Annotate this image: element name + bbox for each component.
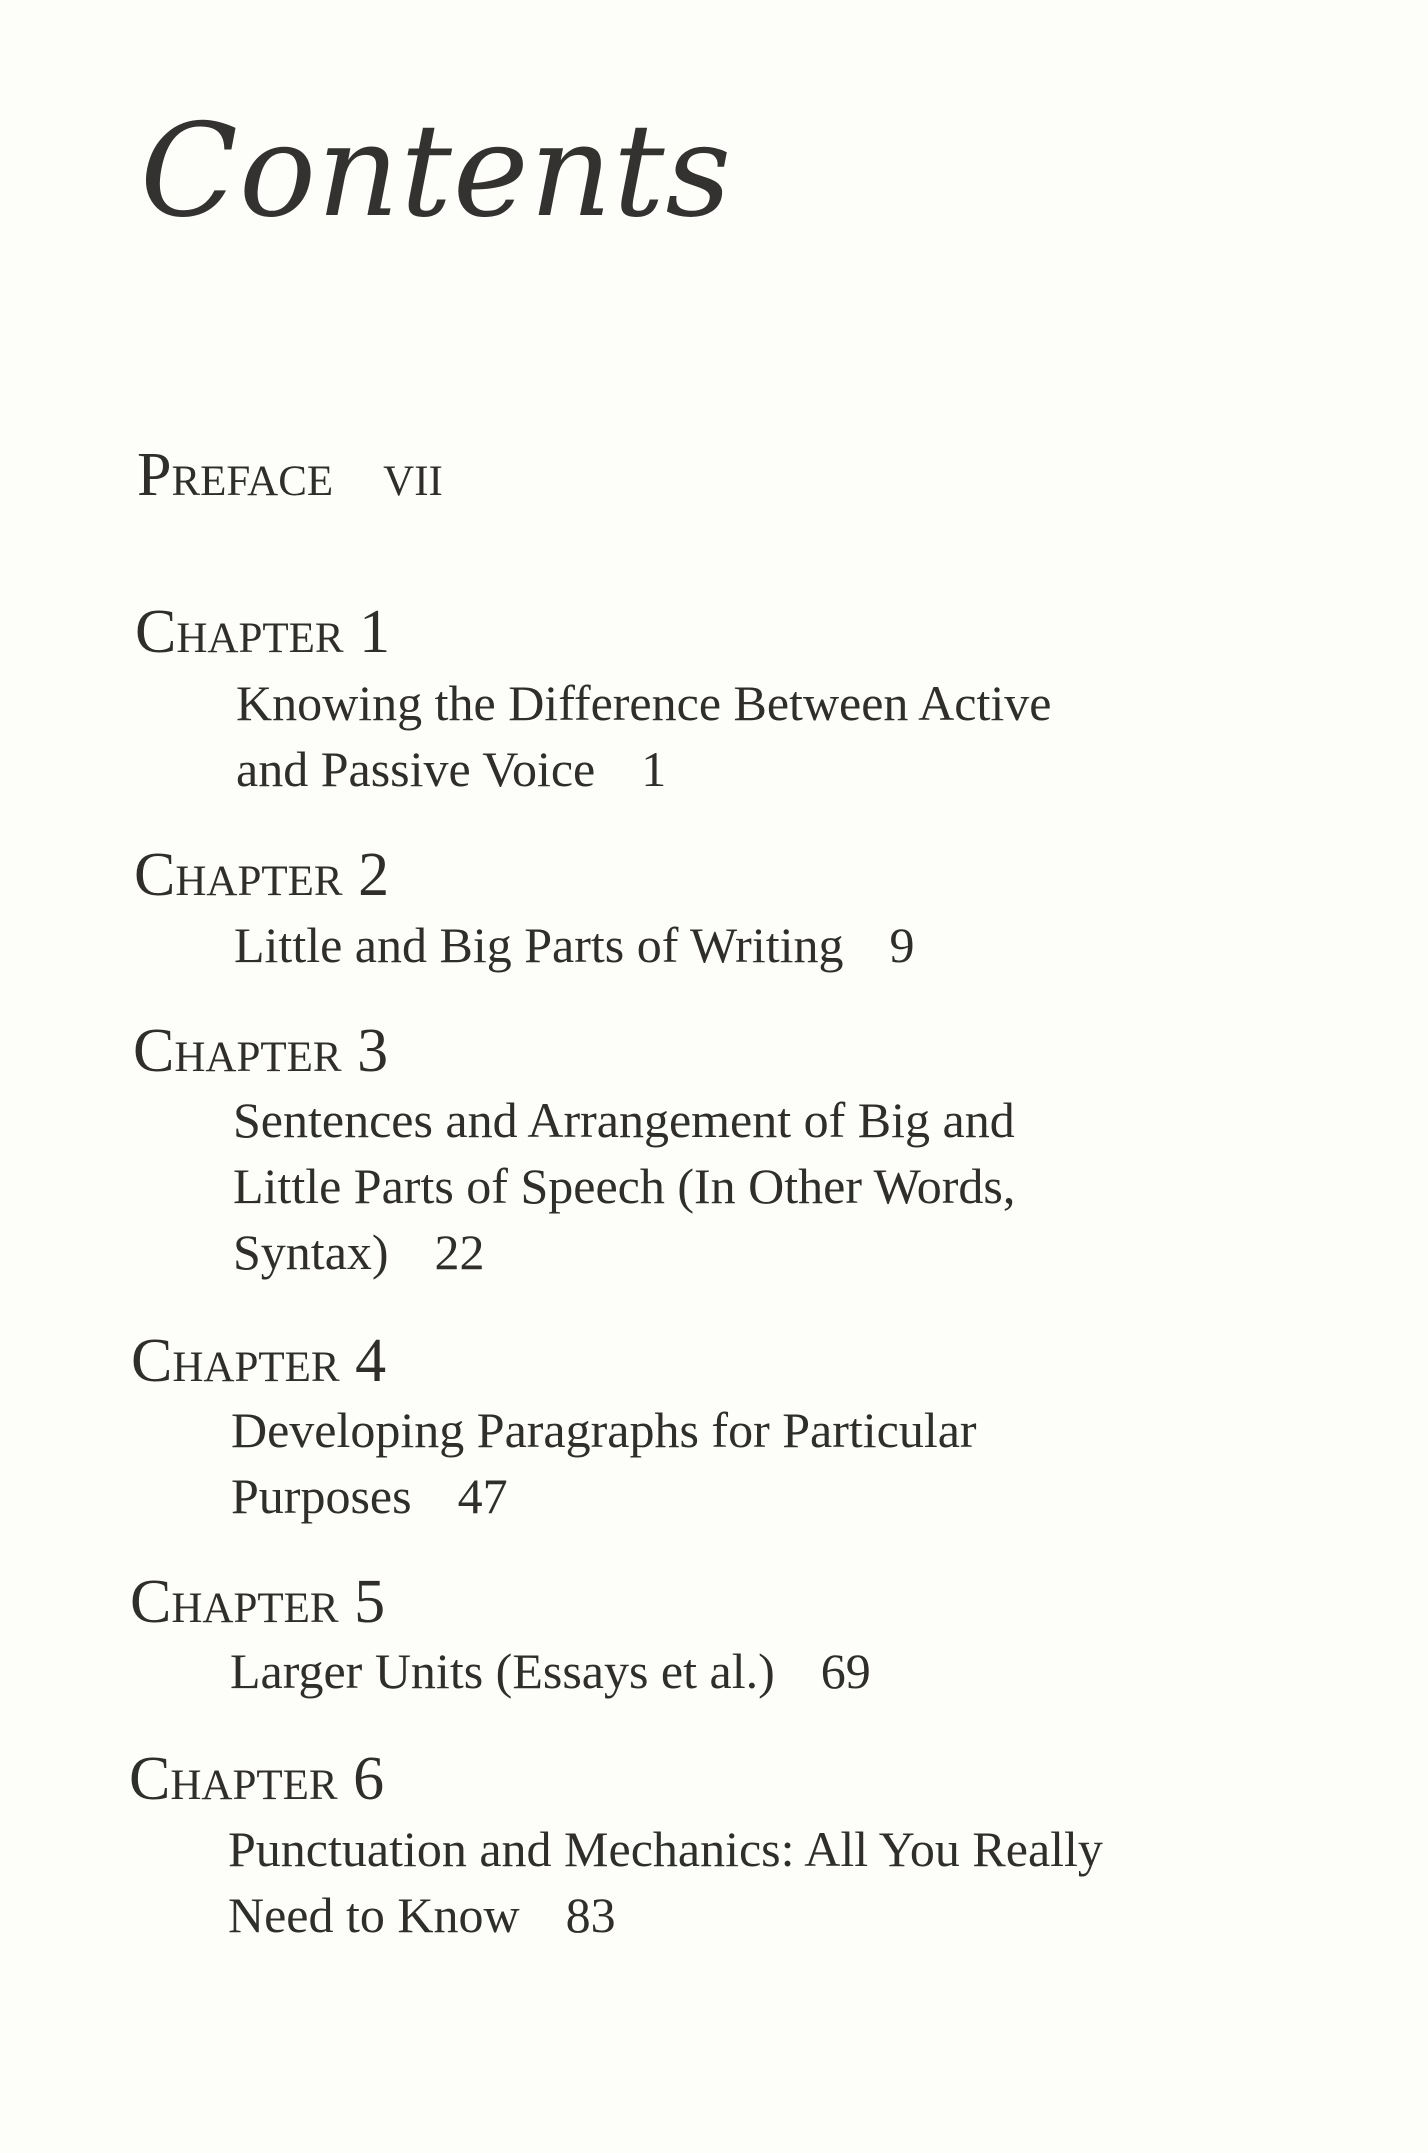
chapter-label: Chapter 1 (135, 598, 391, 666)
chapter-page-number: 47 (457, 1468, 508, 1524)
toc-entry-preface[interactable] (137, 441, 443, 509)
chapter-page-number: 22 (434, 1224, 485, 1280)
chapter-title-line: Knowing the Difference Between Active (236, 675, 1052, 731)
toc-entry-chapter-4[interactable] (231, 1397, 977, 1529)
chapter-title-line: Punctuation and Mechanics: All You Really (228, 1821, 1103, 1877)
chapter-label: Chapter 3 (133, 1017, 389, 1085)
chapter-title-line: Developing Paragraphs for Particular (231, 1402, 977, 1458)
chapter-5-heading (130, 1568, 386, 1636)
chapter-page-number: 83 (565, 1887, 616, 1943)
chapter-3-heading (133, 1017, 389, 1085)
chapter-page-number: 1 (641, 741, 667, 797)
chapter-4-heading (131, 1327, 387, 1395)
toc-entry-chapter-5[interactable] (230, 1638, 871, 1704)
chapter-label: Chapter 6 (129, 1745, 385, 1813)
chapter-label: Chapter 4 (131, 1327, 387, 1395)
chapter-title-line: and Passive Voice (236, 741, 596, 797)
chapter-page-number: 69 (820, 1643, 871, 1699)
toc-entry-chapter-1[interactable] (236, 670, 1051, 802)
toc-entry-chapter-6[interactable] (228, 1816, 1103, 1948)
preface-page-number: vii (383, 441, 443, 509)
preface-label: Preface (137, 441, 334, 509)
chapter-title-line: Syntax) (233, 1224, 389, 1280)
toc-entry-chapter-2[interactable] (234, 912, 915, 978)
chapter-title-line: Need to Know (228, 1887, 520, 1943)
chapter-title-line: Purposes (231, 1468, 412, 1524)
chapter-title-line: Little and Big Parts of Writing (234, 917, 844, 973)
chapter-page-number: 9 (889, 917, 915, 973)
chapter-label: Chapter 5 (130, 1568, 386, 1636)
chapter-6-heading (129, 1745, 385, 1813)
chapter-title-line: Little Parts of Speech (In Other Words, (233, 1158, 1016, 1214)
chapter-2-heading (134, 841, 390, 909)
chapter-title-line: Sentences and Arrangement of Big and (233, 1092, 1015, 1148)
page-title: Contents (140, 97, 733, 246)
chapter-1-heading (135, 598, 391, 666)
chapter-label: Chapter 2 (134, 841, 390, 909)
chapter-title-line: Larger Units (Essays et al.) (230, 1643, 775, 1699)
toc-entry-chapter-3[interactable] (233, 1087, 1015, 1285)
